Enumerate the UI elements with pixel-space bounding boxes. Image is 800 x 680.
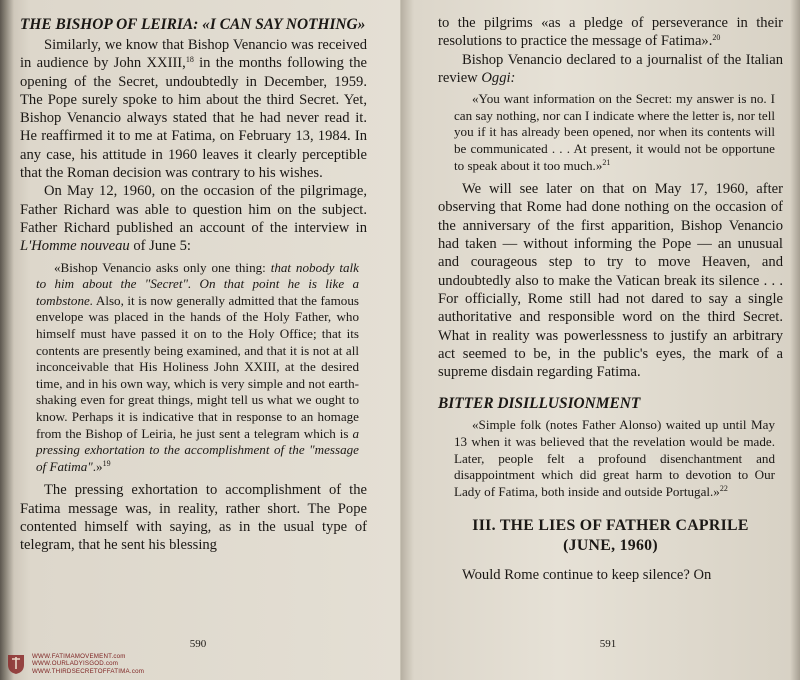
page-number: 590 — [189, 638, 207, 650]
seal-icon — [6, 653, 26, 675]
footnote-ref: 18 — [185, 55, 194, 65]
paragraph — [438, 51, 783, 88]
paragraph-text: Similarly, we know that Bishop Venancio was received in audience by John XXIII, — [20, 37, 367, 72]
block-quote — [36, 260, 359, 476]
page-number: 591 — [599, 638, 617, 650]
paragraph — [20, 36, 367, 182]
paragraph-text: of June 5: — [129, 238, 191, 255]
chapter-date: (JUNE, 1960) — [563, 537, 658, 555]
quote-emphasis: a pressing exhortation to the accomplishment of the "message of Fatima" — [36, 425, 359, 474]
quote-paragraph — [36, 260, 359, 476]
footnote-ref: 20 — [712, 33, 721, 43]
quote-text: «Simple folk (notes Father Alonso) waited up until May 13 when it was believed that the revelation would be made. Later, people felt a profound disenchantment and disappointment which did great harm to devotion to Our Lady of Fatima, both inside and outside Portugal.» — [454, 417, 775, 499]
watermark-links — [32, 653, 144, 675]
footnote-ref: 22 — [719, 483, 728, 493]
paragraph — [20, 182, 367, 255]
paragraph: We will see later on that on May 17, 1960, after observing that Rome had done nothing on the occasion of the anniversary of the first apparition, Bishop Venancio had taken — without informing the Pope — an unusual and courageous step to try to move Heaven, and undoubtedly also to make the Vatican break its silence . . . For officially, Rome still had not dared to say a single authoritative and responsible word on the third Secret. What in reality was powerlessness to justify an arbitrary act seemed to be, in the public's eyes, the mark of a supreme disdain regarding Fatima. — [438, 181, 783, 381]
watermark — [6, 650, 144, 678]
quote-paragraph — [454, 91, 775, 174]
paragraph-text: to the pilgrims «as a pledge of perseverance in their resolutions to practice the message of Fatima». — [438, 15, 783, 50]
quote-text: Also, it is now generally admitted that the famous envelope was placed in the hands of the Holy Father, who himself must have passed it on to the Holy Office; that its contents are presently being examined, and that it is not at all inconceivable that His Holiness John XXIII, at the desired time, and in his own way, which is very simple and not earth-shaking even for great things, might tell us what we ought to know. Perhaps it is indicative that in response to an homage from the Bishop of Leiria, he just sent a telegram which is — [36, 292, 359, 441]
section-heading-bishop-of-leiria: THE BISHOP OF LEIRIA: «I CAN SAY NOTHING» — [20, 16, 366, 33]
watermark-link[interactable]: WWW.OURLADYISGOD.com — [32, 660, 119, 668]
right-page — [400, 0, 800, 680]
watermark-link[interactable]: WWW.FATIMAMOVEMENT.com — [32, 652, 126, 660]
quote-paragraph — [454, 417, 775, 500]
quote-text: «You want information on the Secret: my answer is no. I can say nothing, nor can I indicate where the letter is, nor tell you if it has already been opened, nor when its contents will be communicated . . . At present, it would not be opportune to speak about it too much.» — [454, 91, 775, 173]
paragraph-text: On May 12, 1960, on the occasion of the pilgrimage, Father Richard was able to question him on the subject. Father Richard published an account of the interview in — [20, 183, 367, 236]
footnote-ref: 21 — [602, 157, 611, 167]
quote-text: .» — [92, 458, 103, 474]
publication-title: L'Homme nouveau — [20, 238, 130, 255]
paragraph-text: in the months following the opening of the Secret, undoubtedly in December, 1959. The Pope surely spoke to him about the third Secret. Yet, Bishop Venancio always stated that he had never read it. He reaffirmed it to me at Fatima, on February 13, 1984. In any case, his attitude in 1960 leaves it clearly perceptible that the Roman decision was contrary to his wishes. — [20, 55, 367, 182]
section-heading-bitter-disillusionment: BITTER DISILLUSIONMENT — [438, 395, 641, 413]
quote-text: «Bishop Venancio asks only one thing: — [54, 259, 271, 275]
footnote-ref: 19 — [102, 458, 111, 468]
paragraph: The pressing exhortation to accomplishment of the Fatima message was, in reality, rather short. The Pope contented himself with saying, as in the usual type of telegram, that he sent his blessing — [20, 482, 367, 554]
publication-title: Oggi: — [481, 69, 516, 86]
watermark-link[interactable]: WWW.THIRDSECRETOFFATIMA.com — [32, 667, 145, 675]
paragraph — [438, 14, 783, 51]
chapter-heading — [438, 516, 783, 556]
left-page-text-column — [20, 14, 367, 554]
paragraph-text: Bishop Venancio declared to a journalist of the Italian review — [438, 51, 783, 86]
block-quote — [454, 91, 775, 174]
chapter-title: III. THE LIES OF FATHER CAPRILE — [472, 517, 749, 535]
block-quote — [454, 417, 775, 500]
quote-emphasis: that nobody talk to him about the "Secret". On that point he is like a tombstone. — [36, 259, 359, 308]
paragraph: Would Rome continue to keep silence? On — [462, 567, 712, 584]
right-page-text-column — [438, 14, 783, 585]
